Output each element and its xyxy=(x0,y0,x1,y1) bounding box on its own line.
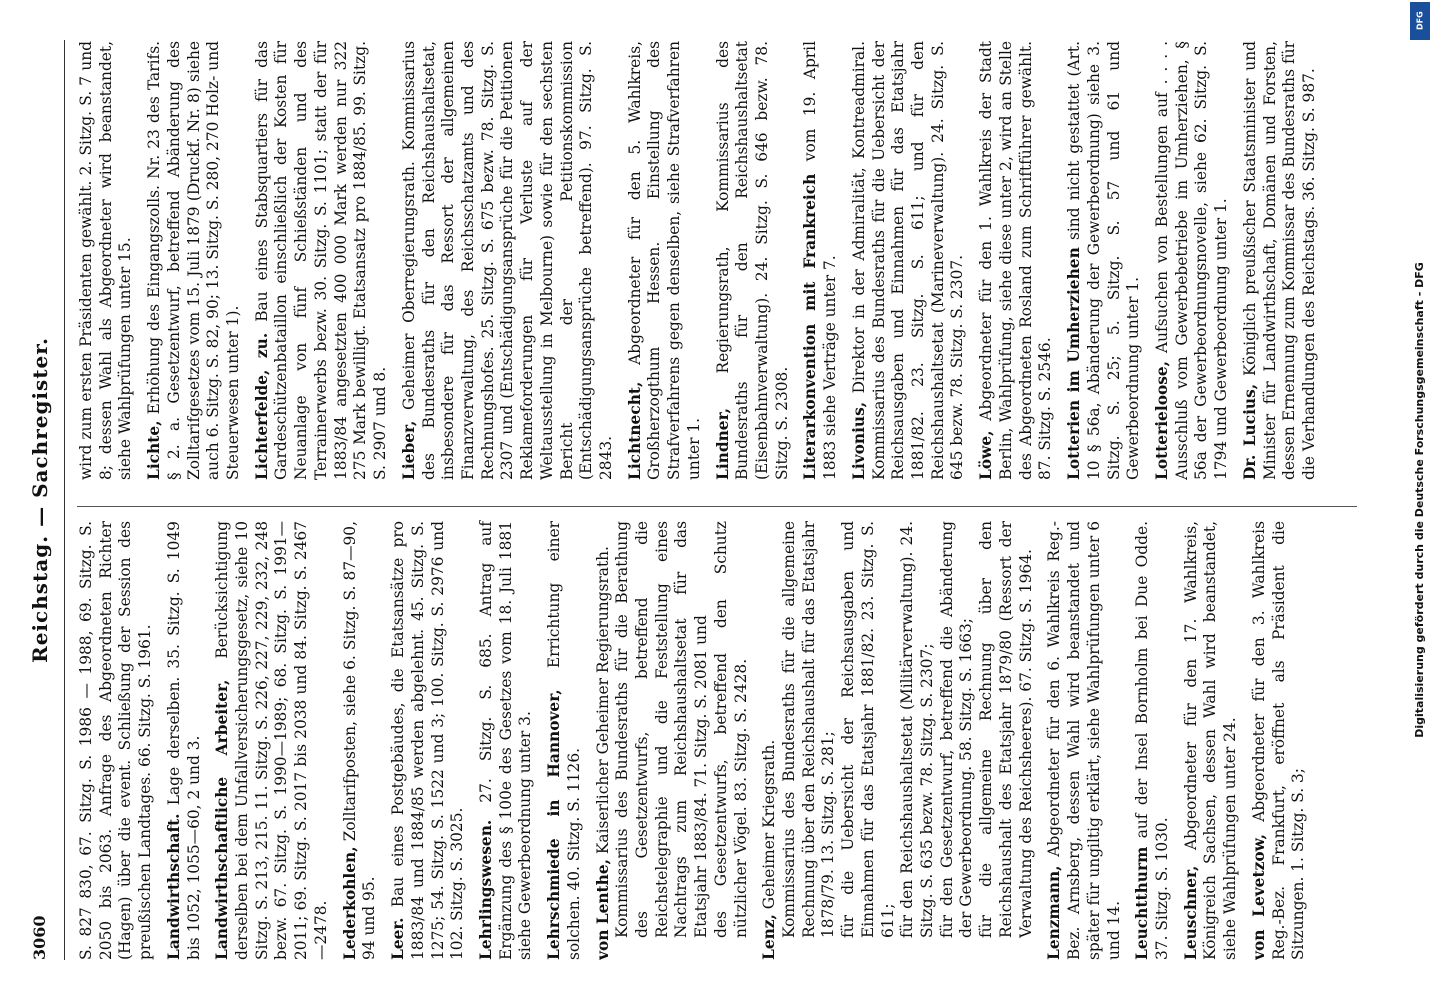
index-entry xyxy=(145,41,244,480)
entry-subitem: des Gesetzentwurfs, betreffend den Schutz nützlicher Vögel. 83. Sitzg. S. 2428. xyxy=(711,521,750,938)
left-column xyxy=(77,506,1357,960)
index-entry xyxy=(77,41,136,480)
entry-text: Kaiserlicher Geheimer Regierungsrath. xyxy=(593,546,612,855)
index-entry xyxy=(714,41,793,480)
right-column xyxy=(77,40,1357,480)
entry-keyword: von Levetzow, xyxy=(1249,834,1268,960)
index-entry xyxy=(1045,521,1124,960)
index-entry xyxy=(400,41,617,480)
index-entry xyxy=(341,521,380,960)
entry-text: Berücksichtigung derselben bei dem Unfallversicherungsgesetz, siehe 10 Sitzg. S. 213, 215. 11. Sitzg. S. 226, 227, 229, 232, 248 bezw. 67. Sitzg. S. 1990—1989; 68. Sitzg. S. 1991—2011; 69. Sitzg. S. 2017 bis 2038 und 84. Sitzg. S. 2467—2478. xyxy=(213,521,330,960)
entry-text: Abgeordneter für den 5. Wahlkreis, Großherzogthum Hessen. Einstellung des Strafverfahrens gegen denselben, siehe Strafverfahren unter 1. xyxy=(625,41,703,480)
entry-text: Errichtung einer solchen. 40. Sitzg. S. 1126. xyxy=(545,521,583,960)
page-title: Reichstag. — Sachregister. xyxy=(28,337,52,663)
index-entry xyxy=(1153,41,1232,480)
index-entry xyxy=(850,41,968,480)
entry-keyword: Lederkohlen, xyxy=(340,846,359,960)
entry-text: Regierungsrath, Kommissarius des Bundesraths für den Reichshaushaltsetat (Eisenbahnverwaltung). 24. Sitzg. S. 646 bezw. 78. Sitzg. S. 2308. xyxy=(713,41,791,480)
entry-text: Bau eines Stabsquartiers für das Gardeschützenbataillon einschließlich der Kosten für Neuanlage von fünf Schießständen und des Terrainerwerbs bezw. 30. Sitzg. S. 1101; statt der für 1883/84 angesetzten 400 000 Mark werden nur 322 275 Mark bewilligt. Etatsansatz pro 1884/85. 99. Sitzg. S. 2907 und 8. xyxy=(252,41,390,480)
entry-subitem: für den Gesetzentwurf, betreffend die Abänderung der Gewerbeordnung. 58. Sitzg. S. 1663; xyxy=(937,521,976,938)
entry-text: vom 19. April 1883 siehe Verträge unter 7. xyxy=(801,41,840,480)
footer-text: Digitalisierung gefördert durch die Deutsche Forschungsgemeinschaft - DFG xyxy=(1413,262,1426,738)
entry-keyword: Lotterien im Umherziehen xyxy=(1065,247,1084,480)
entry-subitem: Kommissarius des Bundesraths für die allgemeine Rechnung über den Reichshaushalt für das Etatsjahr 1878/79. 13. Sitzg. S. 281; xyxy=(780,521,838,938)
entry-text: Erhöhung des Eingangszolls. Nr. 23 des Tarifs. § 2. a. Gesetzentwurf, betreffend Abänderung des Zolltarifgesetzes vom 15. Juli 1879 (Druckf. Nr. 8) siehe auch 6. Sitzg. S. 82, 90; 13. Sitzg. S. 280, 270 Holz- und Steuerwesen unter 1). xyxy=(145,41,243,480)
entry-keyword: Landwirthschaft. xyxy=(164,813,183,960)
entry-text: S. 827 830, 67. Sitzg. S. 1986 — 1988, 69. Sitzg. S. 2050 bis 2063. Anfrage des Abgeordneten Richter (Hagen) über die event. Schließung der Session des preußischen Landtages. 66. Sitzg. S. 1961. xyxy=(77,521,155,960)
entry-subitem: für den Reichshaushaltsetat (Militärverwaltung). 24. Sitzg. S. 635 bezw. 78. Sitzg. S. 2307; xyxy=(898,521,937,938)
entry-keyword: Lieber, xyxy=(399,420,418,480)
entry-keyword: Leer. xyxy=(389,917,408,960)
entry-text: Geheimer Kriegsrath. xyxy=(760,739,779,910)
entry-text: Bau eines Postgebäudes, die Etatsansätze pro 1883/84 und 1884/85 werden abgelehnt. 45. Sitzg. S. 1275; 54. Sitzg. S. 1522 und 3; 100. Sitzg. S. 2976 und 102. Sitzg. S. 3025. xyxy=(389,521,467,960)
entry-keyword: Lehrlingswesen. xyxy=(476,819,495,960)
index-entry xyxy=(801,41,840,480)
index-entry xyxy=(165,521,204,960)
entry-subitem: Kommissarius des Bundesraths für die Berathung des Gesetzentwurfs, betreffend die Reichstelegraphie und die Feststellung eines Nachtrags zum Reichshaushaltsetat für das Etatsjahr 1883/84. 71. Sitzg. S. 2081 und xyxy=(613,521,711,938)
entry-keyword: Lichterfelde, zu. xyxy=(252,332,271,480)
entry-keyword: Lindner, xyxy=(713,408,732,480)
entry-text: Lage derselben. 35. Sitzg. S. 1049 bis 1052, 1055—60, 2 und 3. xyxy=(164,521,203,960)
entry-keyword: Löwe, xyxy=(977,430,996,480)
entry-keyword: Lenzmann, xyxy=(1045,865,1064,960)
index-entry xyxy=(1133,521,1172,960)
entry-keyword: Landwirthschaftliche Arbeiter, xyxy=(213,679,232,960)
entry-text: wird zum ersten Präsidenten gewählt. 2. Sitzg. S. 7 und 8; dessen Wahl als Abgeordneter wird beanstandet, siehe Wahlprüfungen unter 15. xyxy=(77,41,135,480)
entry-text: 27. Sitzg. S. 685. Antrag auf Ergänzung des § 100e des Gesetzes vom 18. Juli 1881 siehe Gewerbeordnung unter 3. xyxy=(476,521,535,960)
index-entry xyxy=(389,521,468,960)
entry-text: sind nicht gestattet (Art. 10 § 56a, Abänderung der Gewerbeordnung) siehe 3. Sitzg. S. 25; 5. Sitzg. S. 57 und 61 und Gewerbeordnung unter 1. xyxy=(1065,40,1143,480)
entry-subitem: für die Uebersicht der Reichsausgaben und Einnahmen für das Etatsjahr 1881/82. 23. Sitzg. S. 611; xyxy=(839,521,897,938)
index-entry xyxy=(977,41,1056,480)
index-entry xyxy=(77,521,156,960)
page-number: 3060 xyxy=(30,915,49,960)
index-entry xyxy=(594,521,752,960)
entry-keyword: Lehrschmiede in Hannover, xyxy=(545,689,564,960)
entry-subitem: für die allgemeine Rechnung über den Reichshaushalt des Etatsjahr 1879/80 (Ressort der Verwaltung des Reichsheeres). 67. Sitzg. S. 1964. xyxy=(977,521,1035,938)
entry-text: Aufsuchen von Bestellungen auf . . . . Ausschluß vom Gewerbebetriebe im Umherziehen, § 56a der Gewerbeordnungsnovelle, siehe 62. Sitzg. S. 1794 und Gewerbeordnung unter 1. xyxy=(1152,41,1231,480)
entry-text: Direktor in der Admiralität, Kontreadmiral. Kommissarius des Bundesraths für die Uebersicht der Reichsausgaben und Einnahmen für das Etatsjahr 1881/82. 23. Sitzg. S. 611; und für den Reichshaushaltsetat (Marineverwaltung). 24. Sitzg. S. 645 bezw. 78. Sitzg. S. 2307. xyxy=(849,41,967,480)
index-entry xyxy=(253,41,391,480)
index-entry xyxy=(477,521,536,960)
entry-text: Königlich preußischer Staatsminister und Minister für Landwirthschaft, Domänen und Forsten, dessen Ernennung zum Kommissar des Bundesraths für die Verhandlungen des Reichstags. 36. Sitzg. S. 987. xyxy=(1240,41,1318,480)
entry-keyword: Literarkonvention mit Frankreich xyxy=(801,173,820,480)
index-entry xyxy=(626,41,705,480)
index-entry xyxy=(1241,41,1320,480)
entry-keyword: Lotterieloose, xyxy=(1152,360,1171,480)
entry-keyword: Lichte, xyxy=(145,420,164,480)
index-entry xyxy=(213,521,331,960)
index-entry xyxy=(545,521,584,960)
entry-text: auf der Insel Bornholm bei Due Odde. 37. Sitzg. S. 1030. xyxy=(1133,521,1171,960)
entry-keyword: von Lenthe, xyxy=(593,858,612,960)
entry-keyword: Dr. Lucius, xyxy=(1240,383,1259,480)
entry-text: Abgeordneter für den 17. Wahlkreis, Königreich Sachsen, dessen Wahl wird beanstandet, siehe Wahlprüfungen unter 24. xyxy=(1181,521,1240,960)
index-columns xyxy=(77,40,1357,960)
index-entry xyxy=(760,521,1036,960)
index-entry xyxy=(1065,41,1144,480)
index-entry xyxy=(1250,521,1309,960)
entry-keyword: Livonius, xyxy=(849,401,868,480)
index-entry xyxy=(1182,521,1241,960)
entry-keyword: Lenz, xyxy=(760,914,779,960)
entry-keyword: Lichtnecht, xyxy=(625,381,644,480)
dfg-logo: DFG xyxy=(1410,2,1430,40)
entry-keyword: Leuschner, xyxy=(1181,865,1200,960)
entry-text: Abgeordneter für den 6. Wahlkreis Reg.-Bez. Arnsberg, dessen Wahl wird beanstandet und später für ungiltig erklärt, siehe Wahlprüfungen unter 6 und 14. xyxy=(1045,521,1123,960)
entry-text: Abgeordneter für den 3. Wahlkreis Reg.-Bez. Frankfurt, eröffnet als Präsident die Sitzungen. 1. Sitzg. S. 3; xyxy=(1249,521,1308,960)
digitization-footer xyxy=(1408,0,1432,1000)
page-header xyxy=(20,40,65,960)
entry-text: Zolltarifposten, siehe 6. Sitzg. S. 87—90, 94 und 95. xyxy=(340,521,379,960)
entry-text: Geheimer Oberregierungsrath. Kommissarius des Bundesraths für den Reichshaushaltsetat, insbesondere für das Ressort der allgemeinen Finanzverwaltung, des Reichsschatzamts und des Rechnungshofes. 25. Sitzg. S. 675 bezw. 78. Sitzg. S. 2307 und (Entschädigungsansprüche für die Petitionen Reklameforderungen für Verluste auf der Weltausstellung in Melbourne) sowie für den sechsten Bericht der Petitionskommission (Entschädigungsansprüche betreffend). 97. Sitzg. S. 2843. xyxy=(399,41,615,480)
entry-keyword: Leuchtthurm xyxy=(1133,846,1152,960)
entry-text: Abgeordneter für den 1. Wahlkreis der Stadt Berlin, Wahlprüfung, siehe diese unter 2, wird an Stelle des Abgeordneten Rosland zum Schriftführer gewählt. 87. Sitzg. S. 2546. xyxy=(977,41,1055,480)
